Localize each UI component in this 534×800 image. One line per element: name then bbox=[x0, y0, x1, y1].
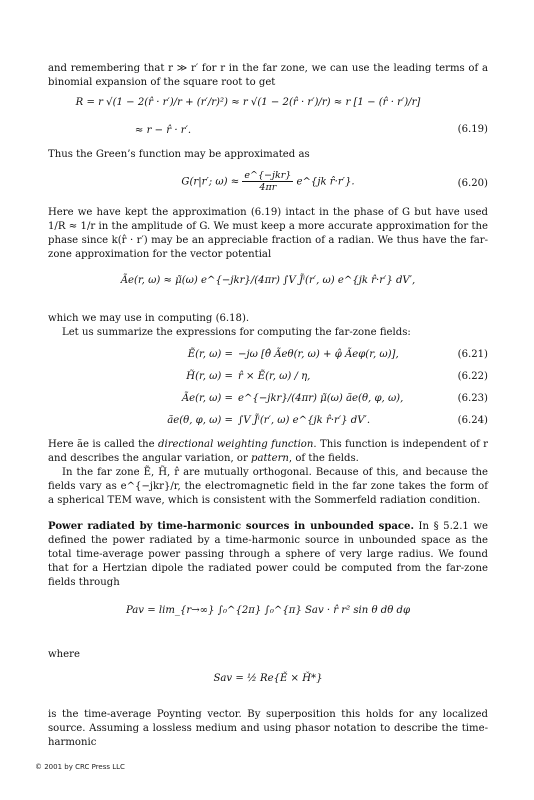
emphasis-directional-weighting: directional weighting function bbox=[158, 439, 314, 450]
text-run: Here ãe is called the bbox=[48, 439, 159, 450]
copyright-footer: © 2001 by CRC Press LLC bbox=[35, 763, 125, 771]
text-run: In § 5.2.1 we defined the power radiated by a time-harmonic source in unbounded space as the total time-average power passing through a sphere of very large radius. We found that for a Hertzian dipole the radiated power could be computed from the far-zone fields through bbox=[48, 521, 488, 588]
eq-tail: e^{jk r̂·r′}. bbox=[296, 176, 355, 188]
eq-lhs: Ãe(r, ω) = bbox=[181, 393, 233, 404]
far-zone-equations bbox=[48, 344, 488, 432]
equation-vector-potential-text: Ãe(r, ω) ≈ μ̃(ω) e^{−jkr}/(4πr) ∫V J̃ⁱ(r′, ω) e^{jk r̂·r′} dV′, bbox=[120, 275, 416, 286]
eq-rhs: ∫V J̃ⁱ(r′, ω) e^{jk r̂·r′} dV′. bbox=[238, 415, 371, 426]
page-body bbox=[48, 62, 488, 750]
equation-vector-potential bbox=[48, 268, 488, 306]
eq-lhs: ãe(θ, φ, ω) = bbox=[167, 415, 233, 426]
paragraph-orthogonal: In the far zone Ẽ, H̃, r̂ are mutually orthogonal. Because of this, and because the fields vary as e^{−jkr}/r, the electromagnetic field in the far zone takes the form of a spherical TEM wave, which is consistent with the Sommerfeld radiation condition. bbox=[48, 467, 488, 506]
equation-number: (6.21) bbox=[457, 349, 488, 360]
equation-6-19-line1: R = r √(1 − 2(r̂ · r′)/r + (r′/r)²) ≈ r √(1 − 2(r̂ · r′)/r) ≈ r [1 − (r̂ · r′)/r] bbox=[75, 97, 421, 108]
section-title: Power radiated by time-harmonic sources in unbounded space. bbox=[48, 521, 414, 532]
equation-pav-text: Pav = lim_{r→∞} ∫₀^{2π} ∫₀^{π} Sav · r̂ r² sin θ dθ dφ bbox=[125, 605, 411, 616]
fraction-denominator: 4πr bbox=[259, 182, 277, 193]
equation-number: (6.19) bbox=[457, 124, 488, 135]
equation-number: (6.20) bbox=[457, 178, 488, 189]
emphasis-pattern: pattern bbox=[251, 453, 289, 464]
paragraph-poynting: is the time-average Poynting vector. By superposition this holds for any localized source. Assuming a lossless medium and using phasor notation to describe the time-harmonic bbox=[48, 709, 488, 748]
fraction-numerator: e^{−jkr} bbox=[244, 170, 292, 181]
paragraph-summary: Let us summarize the expressions for computing the far-zone fields: bbox=[62, 327, 411, 338]
equation-6-20 bbox=[48, 168, 488, 200]
paragraph-approximation: Here we have kept the approximation (6.19) intact in the phase of G but have used 1/R ≈ 1/r in the amplitude of G. We must keep a more accurate approximation for the phase since k(r̂ · r′) may be an appreciable fraction of a radian. We thus have the far-zone approximation for the vector potential bbox=[48, 207, 488, 260]
eq-lhs: G(r|r′; ω) ≈ bbox=[181, 176, 240, 188]
paragraph-intro: and remembering that r ≫ r′ for r in the far zone, we can use the leading terms of a binomial expansion of the square root to get bbox=[48, 63, 488, 88]
eq-rhs: e^{−jkr}/(4πr) μ̃(ω) ãe(θ, φ, ω), bbox=[238, 393, 404, 404]
eq-rhs: r̂ × Ẽ(r, ω) / η, bbox=[238, 371, 311, 382]
equation-6-22 bbox=[48, 366, 488, 388]
equation-6-19 bbox=[48, 96, 488, 142]
eq-lhs: Ẽ(r, ω) = bbox=[187, 349, 233, 360]
paragraph-use: which we may use in computing (6.18). bbox=[48, 313, 250, 324]
equation-sav-text: Sav = ½ Re{Ě × Ȟ*} bbox=[213, 673, 323, 684]
equation-6-24 bbox=[48, 410, 488, 432]
paragraph-power-radiated bbox=[48, 520, 488, 590]
fraction bbox=[242, 170, 293, 193]
paragraph-weighting bbox=[48, 438, 488, 466]
equation-6-19-line2: ≈ r − r̂ · r′. bbox=[134, 125, 192, 136]
equation-6-21 bbox=[48, 344, 488, 366]
text-run: . This function is independent of r and describes the angular variation, or bbox=[48, 439, 488, 464]
equation-number: (6.22) bbox=[457, 371, 488, 382]
eq-lhs: H̃(r, ω) = bbox=[186, 371, 233, 382]
equation-6-23 bbox=[48, 388, 488, 410]
eq-rhs: −jω [θ̂ Ãeθ(r, ω) + φ̂ Ãeφ(r, ω)], bbox=[238, 349, 399, 360]
text-run: , of the fields. bbox=[288, 453, 359, 464]
equation-pav bbox=[48, 596, 488, 642]
paragraph-where: where bbox=[48, 649, 80, 660]
equation-number: (6.24) bbox=[457, 415, 488, 426]
equation-sav bbox=[48, 668, 488, 702]
paragraph-greens: Thus the Green’s function may be approximated as bbox=[48, 149, 310, 160]
equation-number: (6.23) bbox=[457, 393, 488, 404]
